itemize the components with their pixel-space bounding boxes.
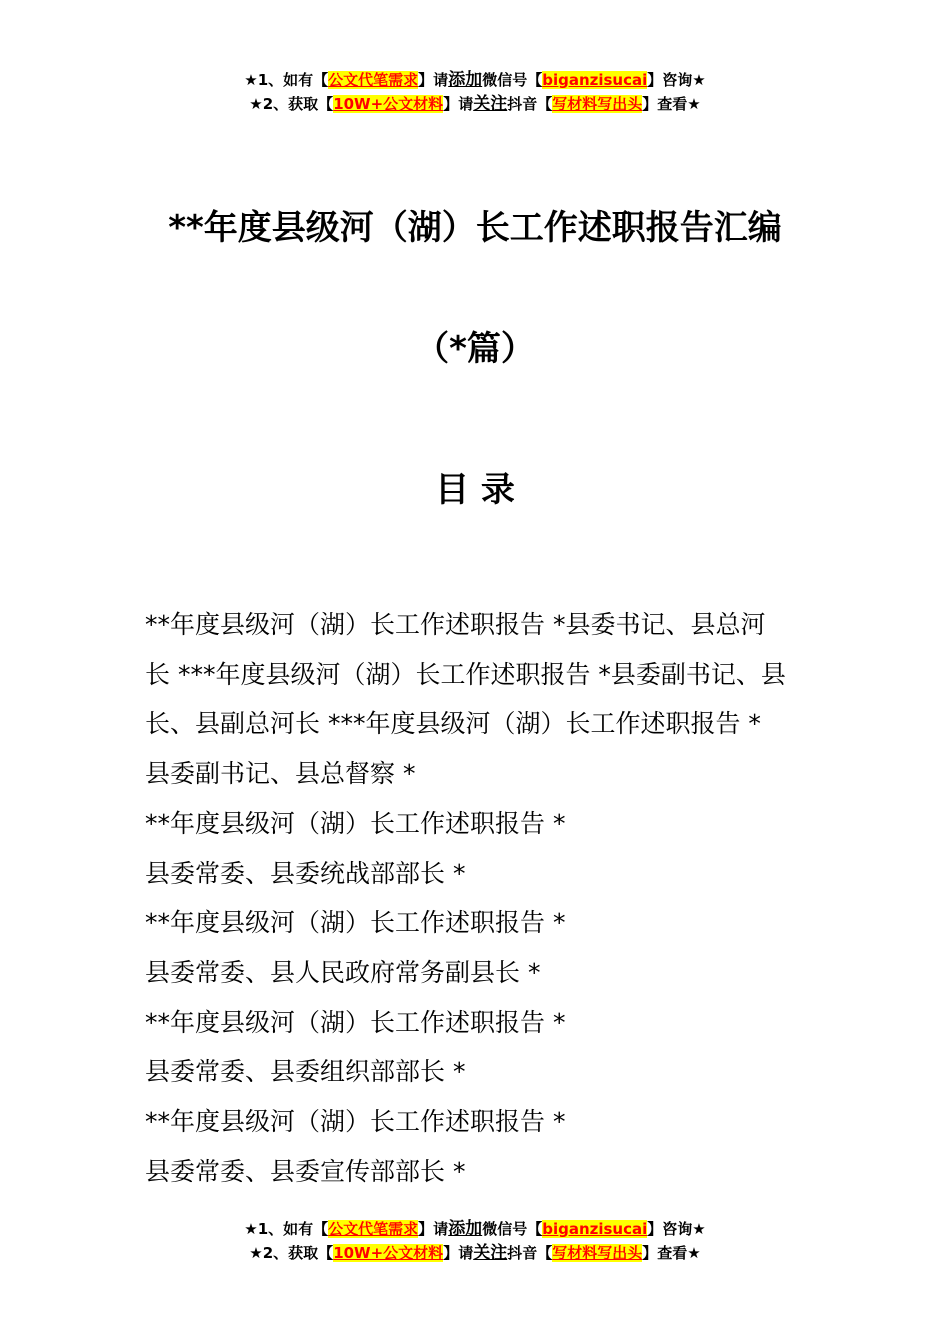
- toc-line: 长 ***年度县级河（湖）长工作述职报告 *县委副书记、县: [145, 659, 786, 689]
- toc-line: **年度县级河（湖）长工作述职报告 *: [145, 1007, 566, 1037]
- banner-line-2: [0, 92, 950, 116]
- toc-line: **年度县级河（湖）长工作述职报告 *: [145, 1107, 566, 1137]
- toc-line: 县委常委、县委统战部部长 *: [145, 858, 466, 888]
- banner-line-1: [0, 68, 950, 92]
- banner-text: ★1、如有【: [244, 71, 329, 89]
- ghostwriting-highlight: 公文代笔需求: [328, 1220, 419, 1238]
- wechat-id-highlight: biganzisucai: [542, 71, 648, 89]
- banner-text: 】咨询★: [647, 1220, 706, 1238]
- toc-line: 县委副书记、县总督察 *: [145, 759, 416, 789]
- toc-line: **年度县级河（湖）长工作述职报告 *县委书记、县总河: [145, 610, 766, 639]
- materials-highlight: 10W+公文材料: [333, 1244, 444, 1262]
- banner-emphasis: 关注: [473, 1243, 508, 1263]
- header-banner: [0, 68, 950, 116]
- banner-text: 微信号【: [482, 71, 543, 89]
- banner-text: 】查看★: [642, 1244, 701, 1262]
- footer-banner: [0, 1217, 950, 1265]
- banner-emphasis: 关注: [473, 94, 508, 114]
- banner-text: ★2、获取【: [249, 95, 334, 113]
- banner-text: ★1、如有【: [244, 1220, 329, 1238]
- banner-text: 】请: [418, 71, 449, 89]
- banner-text: 】咨询★: [647, 71, 706, 89]
- banner-text: 】查看★: [642, 95, 701, 113]
- toc-line: 县委常委、县人民政府常务副县长 *: [145, 957, 541, 987]
- document-title: **年度县级河（湖）长工作述职报告汇编: [168, 208, 782, 248]
- banner-text: 】请: [418, 1220, 449, 1238]
- banner-text: 】请: [443, 95, 474, 113]
- banner-text: 微信号【: [482, 1220, 543, 1238]
- douyin-highlight: 写材料写出头: [552, 1244, 643, 1262]
- banner-text: 抖音【: [507, 1244, 553, 1262]
- toc-line: **年度县级河（湖）长工作述职报告 *: [145, 908, 566, 938]
- banner-emphasis: 添加: [448, 1219, 483, 1239]
- wechat-id-highlight: biganzisucai: [542, 1220, 648, 1238]
- banner-text: 抖音【: [507, 95, 553, 113]
- banner-emphasis: 添加: [448, 70, 483, 90]
- document-subtitle: （*篇）: [415, 329, 535, 369]
- toc-line: 县委常委、县委组织部部长 *: [145, 1057, 466, 1087]
- toc-heading: 目 录: [435, 470, 515, 510]
- table-of-contents: [145, 600, 815, 1196]
- toc-line: **年度县级河（湖）长工作述职报告 *: [145, 808, 566, 838]
- banner-text: 】请: [443, 1244, 474, 1262]
- ghostwriting-highlight: 公文代笔需求: [328, 71, 419, 89]
- banner-line-1: [0, 1217, 950, 1241]
- banner-text: ★2、获取【: [249, 1244, 334, 1262]
- douyin-highlight: 写材料写出头: [552, 95, 643, 113]
- toc-line: 长、县副总河长 ***年度县级河（湖）长工作述职报告 *: [145, 709, 761, 739]
- banner-line-2: [0, 1241, 950, 1265]
- toc-line: 县委常委、县委宣传部部长 *: [145, 1156, 466, 1186]
- materials-highlight: 10W+公文材料: [333, 95, 444, 113]
